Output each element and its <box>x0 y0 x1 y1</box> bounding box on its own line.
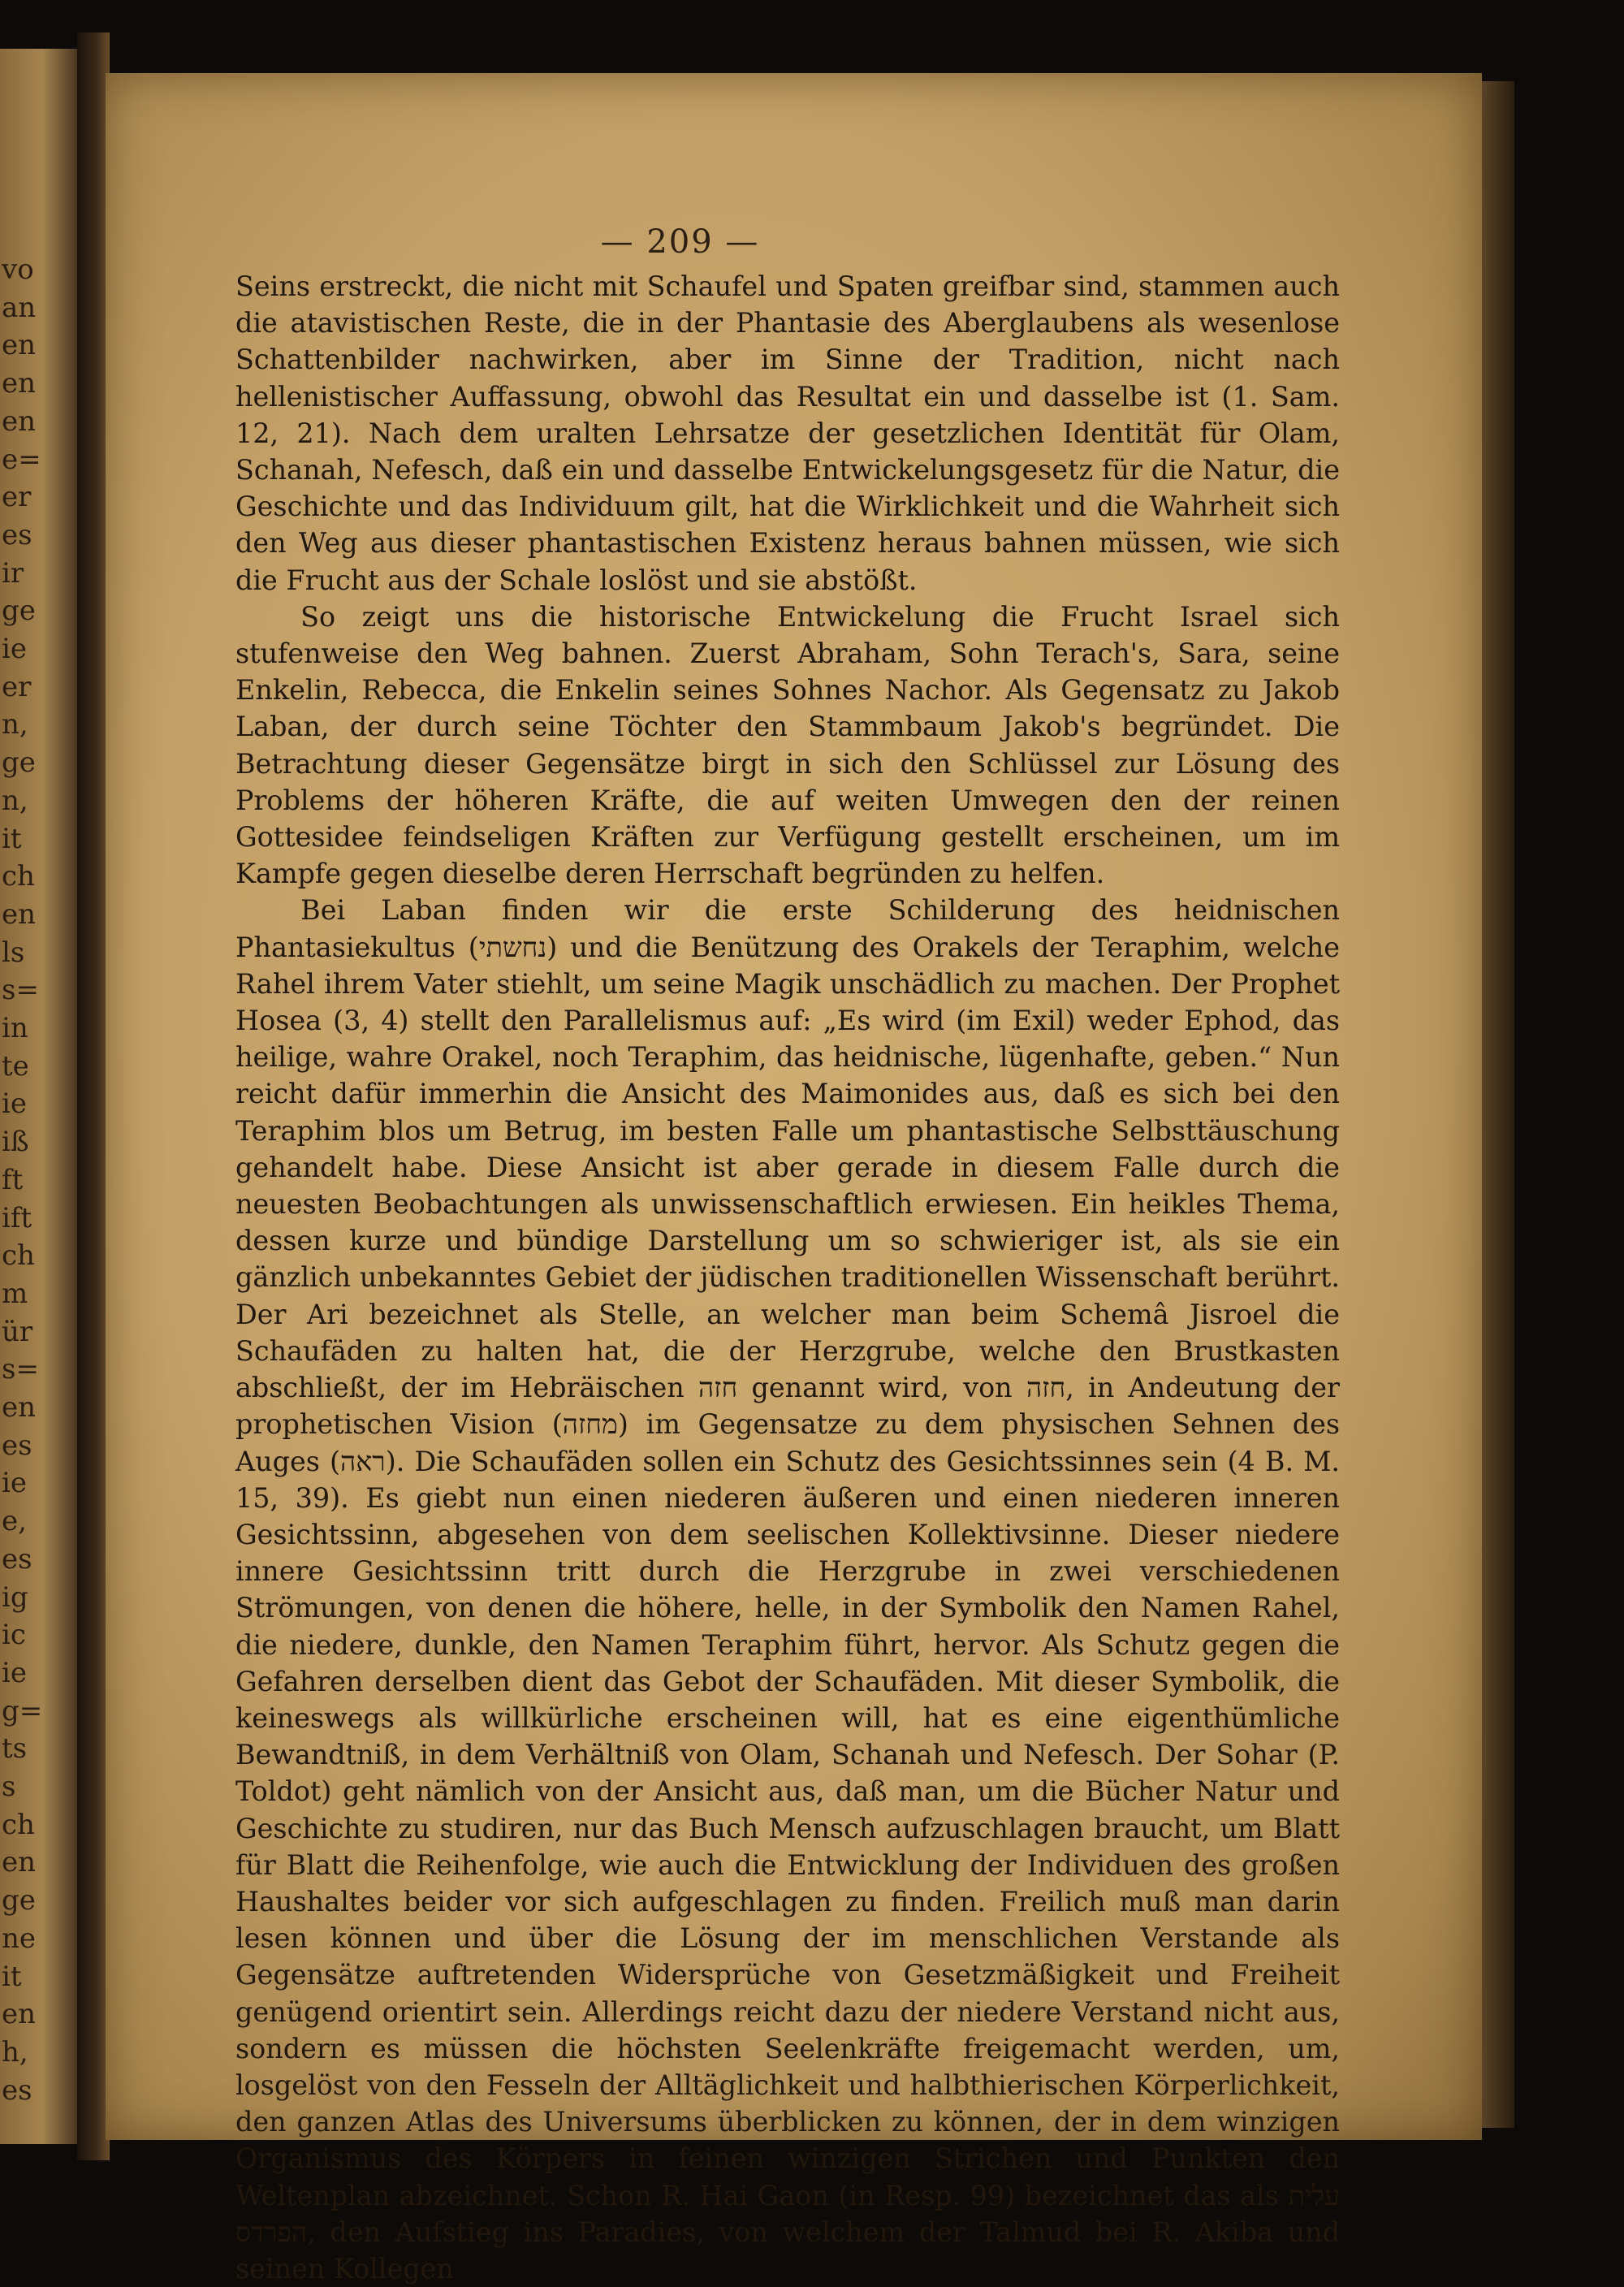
left-margin-fragment: en <box>2 1998 37 2031</box>
left-margin-fragment: te <box>2 1049 29 1083</box>
left-margin-fragment: ch <box>2 1239 35 1273</box>
left-margin-fragment: en <box>2 897 37 931</box>
left-margin-fragment: in <box>2 1012 28 1044</box>
left-margin-fragment: it <box>2 1960 22 1993</box>
left-margin-fragment: er <box>2 481 32 514</box>
left-margin-fragment: iß <box>2 1126 29 1159</box>
left-page-edge <box>0 49 77 2144</box>
left-margin-fragment: g= <box>2 1694 43 1727</box>
left-margin-fragment: h, <box>2 2035 28 2069</box>
left-margin-fragment: ir <box>2 556 24 590</box>
left-margin-fragment: en <box>2 367 37 400</box>
left-margin-fragment: e, <box>2 1505 27 1538</box>
paragraph-2: So zeigt uns die historische Entwickelung die Frucht Israel sich stufenweise den Weg bahnen. Zuerst Abraham, Sohn Terach's, Sara, seine Enkelin, Rebecca, die Enkelin seines Sohnes Nachor. Als Gegensatz zu Jakob Laban, der durch seine Töchter den Stammbaum Jakob's begründet. Die Betrachtung dieser Gegensätze birgt in sich den Schlüssel zur Lösung des Problems der höheren Kräfte, die auf weiten Umwegen den der reinen Gottesidee feindseligen Kräften zur Verfügung gestellt erscheinen, um im Kampfe gegen dieselbe deren Herrschaft begründen zu helfen. <box>235 600 1340 890</box>
left-margin-fragment: ge <box>2 594 36 628</box>
left-margin-fragment: ge <box>2 746 36 780</box>
book-gutter <box>77 32 110 2160</box>
left-margin-fragment: en <box>2 1391 37 1424</box>
left-margin-fragment: ge <box>2 1884 36 1917</box>
left-margin-fragment: ic <box>2 1619 26 1652</box>
left-margin-fragment: ts <box>2 1732 28 1766</box>
body-text <box>235 268 1340 2287</box>
left-margin-fragment: ie <box>2 1656 27 1689</box>
left-margin-fragment: ls <box>2 936 25 969</box>
left-margin-fragment: ch <box>2 1808 35 1841</box>
left-margin-fragment: en <box>2 1846 37 1879</box>
left-margin-fragment: an <box>2 291 37 324</box>
left-margin-fragment: es <box>2 1429 32 1462</box>
left-margin-fragment: en <box>2 404 37 438</box>
left-margin-fragment: ne <box>2 1922 37 1955</box>
left-margin-fragment: ie <box>2 1467 27 1500</box>
left-margin-fragment: m <box>2 1277 28 1310</box>
book-page <box>106 73 1482 2285</box>
paragraph-3: Bei Laban finden wir die erste Schilderung des heidnischen Phantasiekultus (נחשתי) und die Benützung des Orakels der Teraphim, welche Rahel ihrem Vater stiehlt, um seine Magik unschädlich zu machen. Der Prophet Hosea (3, 4) stellt den Parallelismus auf: „Es wird (im Exil) weder Ephod, das heilige, wahre Orakel, noch Teraphim, das heidnische, lügenhafte, geben.“ Nun reicht dafür immerhin die Ansicht des Maimonides aus, daß es sich bei den Teraphim blos um Betrug, im besten Falle um phantastische Selbsttäuschung gehandelt habe. Diese Ansicht ist aber gerade in diesem Falle durch die neuesten Beobachtungen als unwissenschaftlich erwiesen. Ein heikles Thema, dessen kurze und bündige Darstellung um so schwieriger ist, als sie ein gänzlich unbekanntes Gebiet der jüdischen traditionellen Wissenschaft berührt. Der Ari bezeichnet als Stelle, an welcher man beim Schemâ Jisroel die Schaufäden zu halten hat, die der Herzgrube, welche den Brustkasten abschließt, der im Hebräischen חזה genannt wird, von חזה, in Andeutung der prophetischen Vision (מחזה) im Gegensatze zu dem physischen Sehnen des Auges (ראה). Die Schaufäden sollen ein Schutz des Gesichtssinnes sein (4 B. M. 15, 39). Es giebt nun einen niederen äußeren und einen niederen inneren Gesichtssinn, abgesehen von dem seelischen Kollektivsinne. Dieser niedere innere Gesichtssinn tritt durch die Herzgrube in zwei verschiedenen Strömungen, von denen die höhere, helle, in der Symbolik den Namen Rahel, die niedere, dunkle, den Namen Teraphim führt, hervor. Als Schutz gegen die Gefahren derselben dient das Gebot der Schaufäden. Mit dieser Symbolik, die keineswegs als willkürliche erscheinen will, hat es eine eigenthümliche Bewandtniß, in dem Verhältniß von Olam, Schanah und Nefesch. Der Sohar (P. Toldot) geht nämlich von der Ansicht aus, daß man, um die Bücher Natur und Geschichte zu studiren, nur das Buch Mensch aufzuschlagen braucht, um Blatt für Blatt die Reihenfolge, wie auch die Entwicklung der Individuen des großen Haushaltes beider vor sich aufgeschlagen zu finden. Freilich muß man darin lesen können und über die Lösung der im menschlichen Verstande als Gegensätze auftretenden Widersprüche von Gesetzmäßigkeit und Freiheit genügend orientirt sein. Allerdings reicht dazu der niedere Verstand nicht aus, sondern es müssen die höchsten Seelenkräfte freigemacht werden, um, losgelöst von den Fesseln der Alltäglichkeit und halbthierischen Körperlichkeit, den ganzen Atlas des Universums überblicken zu können, der in dem winzigen Organismus des Körpers in feinen winzigen Strichen und Punkten den Weltenplan abzeichnet. Schon R. Hai Gaon (in Resp. 99) bezeichnet das als עלית הפרדס, den Aufstieg ins Paradies, von welchem der Talmud bei R. Akiba und seinen Kollegen <box>235 894 1341 2285</box>
left-margin-fragment: it <box>2 822 22 855</box>
paragraph-1: Seins erstreckt, die nicht mit Schaufel und Spaten greifbar sind, stammen auch die atavistischen Reste, die in der Phantasie des Aberglaubens als wesenlose Schattenbilder nachwirken, aber im Sinne der Tradition, nicht nach hellenistischer Auffassung, obwohl das Resultat ein und dasselbe ist (1. Sam. 12, 21). Nach dem uralten Lehrsatze der gesetzlichen Identität für Olam, Schanah, Nefesch, daß ein und dasselbe Entwickelungsgesetz für die Natur, die Geschichte und das Individuum gilt, hat die Wirklichkeit und die Wahrheit sich den Weg aus dieser phantastischen Existenz heraus bahnen müssen, wie sich die Frucht aus der Schale loslöst und sie abstößt. <box>235 270 1340 596</box>
left-margin-fragment: es <box>2 1542 32 1576</box>
left-margin-fragment: ig <box>2 1580 28 1614</box>
left-margin-fragment: e= <box>2 443 41 476</box>
page-number: — 209 — <box>600 223 760 261</box>
left-margin-fragment: n, <box>2 784 28 817</box>
left-margin-fragment: er <box>2 670 32 703</box>
left-margin-fragment: vo <box>2 253 34 286</box>
left-margin-fragment: ift <box>2 1201 32 1234</box>
left-margin-fragment: s <box>2 1770 16 1803</box>
left-margin-fragment: ch <box>2 860 35 893</box>
left-margin-fragment: es <box>2 2073 32 2107</box>
left-margin-fragment: en <box>2 329 37 362</box>
left-margin-fragment: ie <box>2 633 27 665</box>
left-margin-fragment: ft <box>2 1163 24 1196</box>
left-margin-fragment: ür <box>2 1315 33 1348</box>
left-margin-fragment: ie <box>2 1087 27 1121</box>
left-margin-fragment: es <box>2 518 32 551</box>
left-margin-fragment: s= <box>2 1353 39 1386</box>
right-page-edge <box>1482 81 1514 2128</box>
left-margin-fragment: s= <box>2 974 39 1007</box>
left-margin-fragment: n, <box>2 708 28 741</box>
